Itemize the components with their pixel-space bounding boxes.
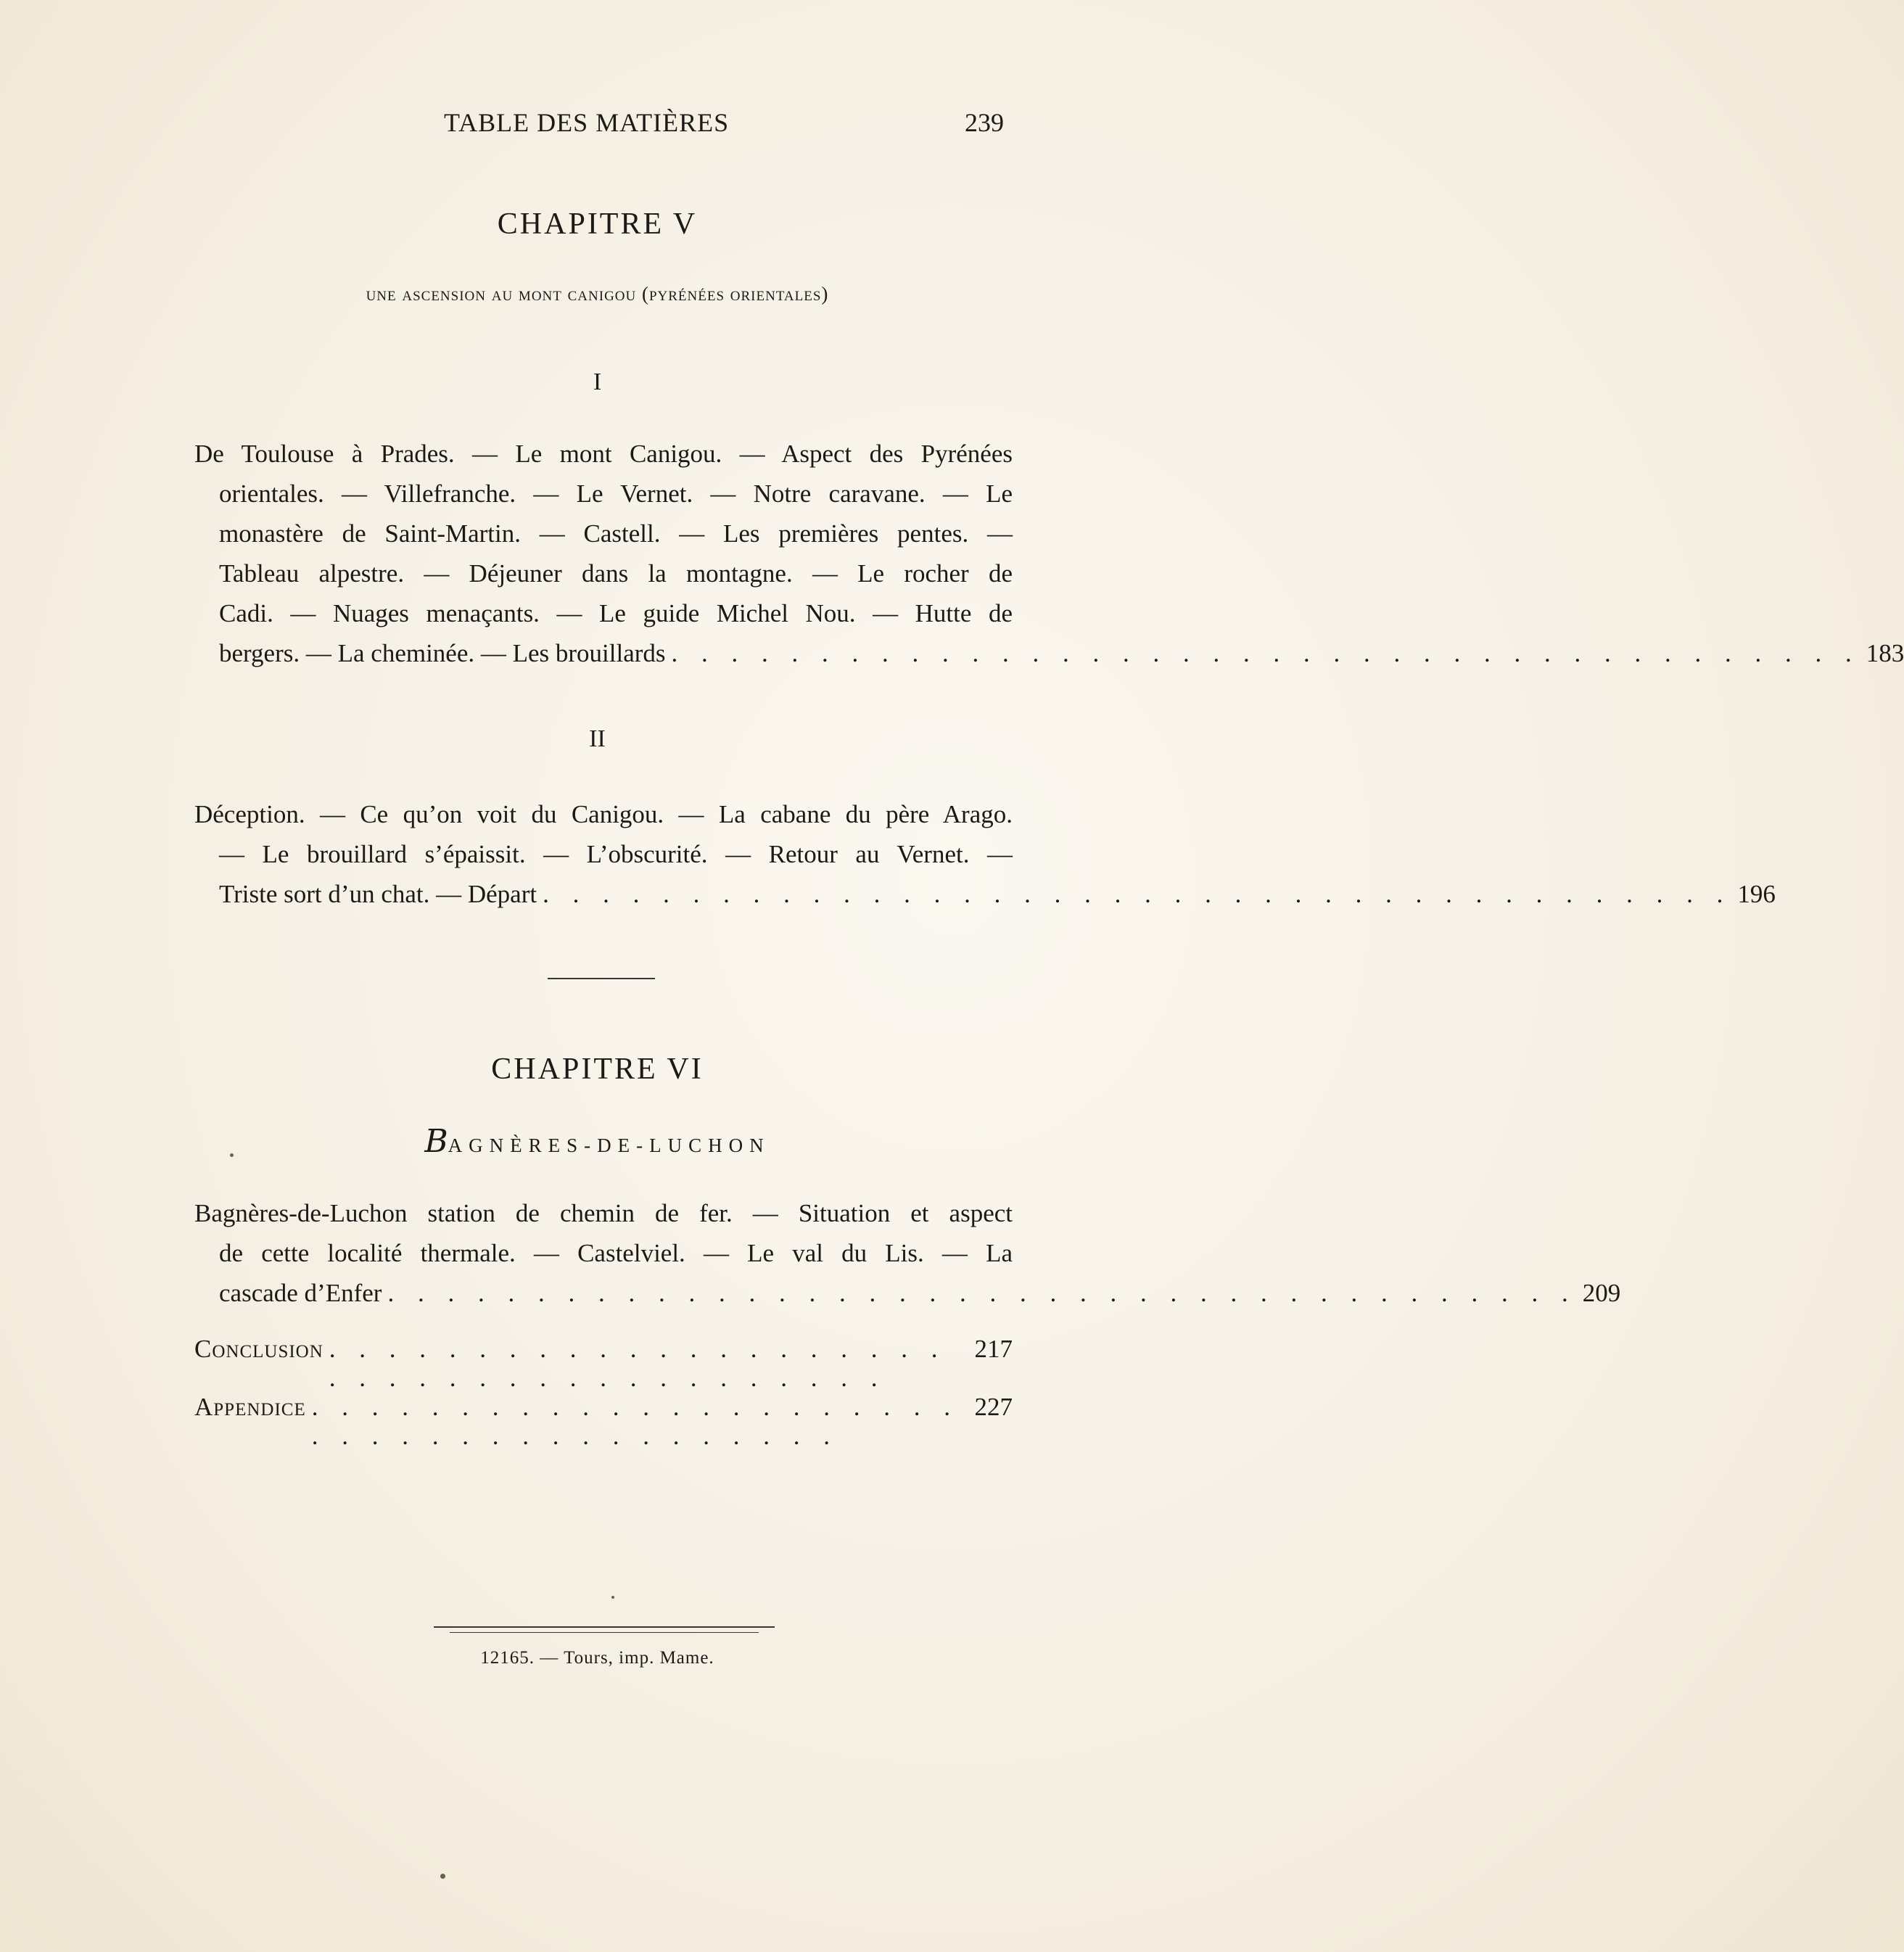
toc-entry-appendice: [194, 1393, 1013, 1451]
entry-label: Appendice: [194, 1393, 306, 1421]
toc-entry-section-ii: [194, 794, 1776, 914]
section-numeral-ii: II: [589, 725, 606, 752]
leader-dots: . . . . . . . . . . . . . . . . . . . . . . . . . . . . . . . . . . . . . . . .: [387, 1279, 1577, 1307]
entry-line: — Le brouillard s’épaissit. — L’obscurité. — Retour au Vernet. —: [219, 840, 1013, 868]
leader-dots: . . . . . . . . . . . . . . . . . . . . . . . . . . . . . . . . . . . . . . . .: [329, 1335, 947, 1392]
ink-speck: [611, 1596, 614, 1599]
entry-text: Triste sort d’un chat. — Départ: [219, 880, 537, 908]
entry-line: monastère de Saint-Martin. — Castell. — Les premières pentes. —: [219, 519, 1013, 548]
leader-dots: . . . . . . . . . . . . . . . . . . . . . . . . . . . . . . . . . . . . . . . .: [671, 639, 1860, 667]
running-title: TABLE DES MATIÈRES: [444, 108, 730, 137]
chapter-vi-heading: CHAPITRE VI: [491, 1053, 704, 1086]
page-reference: 209: [1582, 1279, 1621, 1307]
entry-label: Conclusion: [194, 1335, 323, 1363]
ink-speck: [440, 1874, 445, 1879]
page-reference: 227: [974, 1393, 1013, 1421]
imprint-rule-top: [434, 1626, 775, 1628]
printer-imprint: 12165. — Tours, imp. Mame.: [480, 1648, 714, 1668]
page-number: 239: [965, 108, 1004, 137]
page-reference: 217: [974, 1335, 1013, 1363]
entry-last-line: [194, 633, 1904, 673]
handwritten-initial: B: [424, 1123, 448, 1160]
ink-speck: [230, 1153, 234, 1157]
running-head: [0, 107, 1195, 144]
leader-dots: . . . . . . . . . . . . . . . . . . . . . . . . . . . . . . . . . . . . . . . .: [311, 1393, 959, 1450]
entry-line: Tableau alpestre. — Déjeuner dans la montagne. — Le rocher de: [219, 559, 1013, 588]
entry-line: Déception. — Ce qu’on voit du Canigou. — La cabane du père Arago.: [194, 800, 1013, 828]
entry-text: cascade d’Enfer: [219, 1279, 382, 1307]
toc-entry-conclusion: [194, 1335, 1013, 1393]
chapter-vi-subtitle: [0, 1123, 1195, 1160]
entry-line: de cette localité thermale. — Castelviel. — Le val du Lis. — La: [219, 1239, 1013, 1267]
entry-line: Cadi. — Nuages menaçants. — Le guide Michel Nou. — Hutte de: [219, 599, 1013, 627]
toc-entry-section-i: [194, 434, 1904, 673]
section-numeral-i: I: [593, 368, 602, 395]
entry-line: De Toulouse à Prades. — Le mont Canigou. — Aspect des Pyrénées: [194, 440, 1013, 468]
imprint-rule-bottom: [450, 1632, 759, 1633]
entry-last-line: [194, 874, 1776, 914]
entry-text: bergers. — La cheminée. — Les brouillards: [219, 639, 666, 667]
page-reference: 196: [1737, 880, 1776, 908]
chapter-v-heading: CHAPITRE V: [497, 207, 698, 241]
section-divider-rule: [548, 978, 655, 979]
entry-line: orientales. — Villefranche. — Le Vernet. — Notre caravane. — Le: [219, 479, 1013, 508]
entry-last-line: [194, 1273, 1621, 1313]
chapter-v-subtitle: une ascension au mont canigou (pyrénées orientales): [366, 283, 829, 305]
entry-line: Bagnères-de-Luchon station de chemin de fer. — Situation et aspect: [194, 1199, 1013, 1227]
subtitle-text: AGNÈRES-DE-LUCHON: [448, 1134, 770, 1156]
page-reference: 183: [1866, 639, 1904, 667]
leader-dots: . . . . . . . . . . . . . . . . . . . . . . . . . . . . . . . . . . . . . . . .: [543, 880, 1732, 908]
toc-entry-chapter-vi: [194, 1193, 1621, 1313]
